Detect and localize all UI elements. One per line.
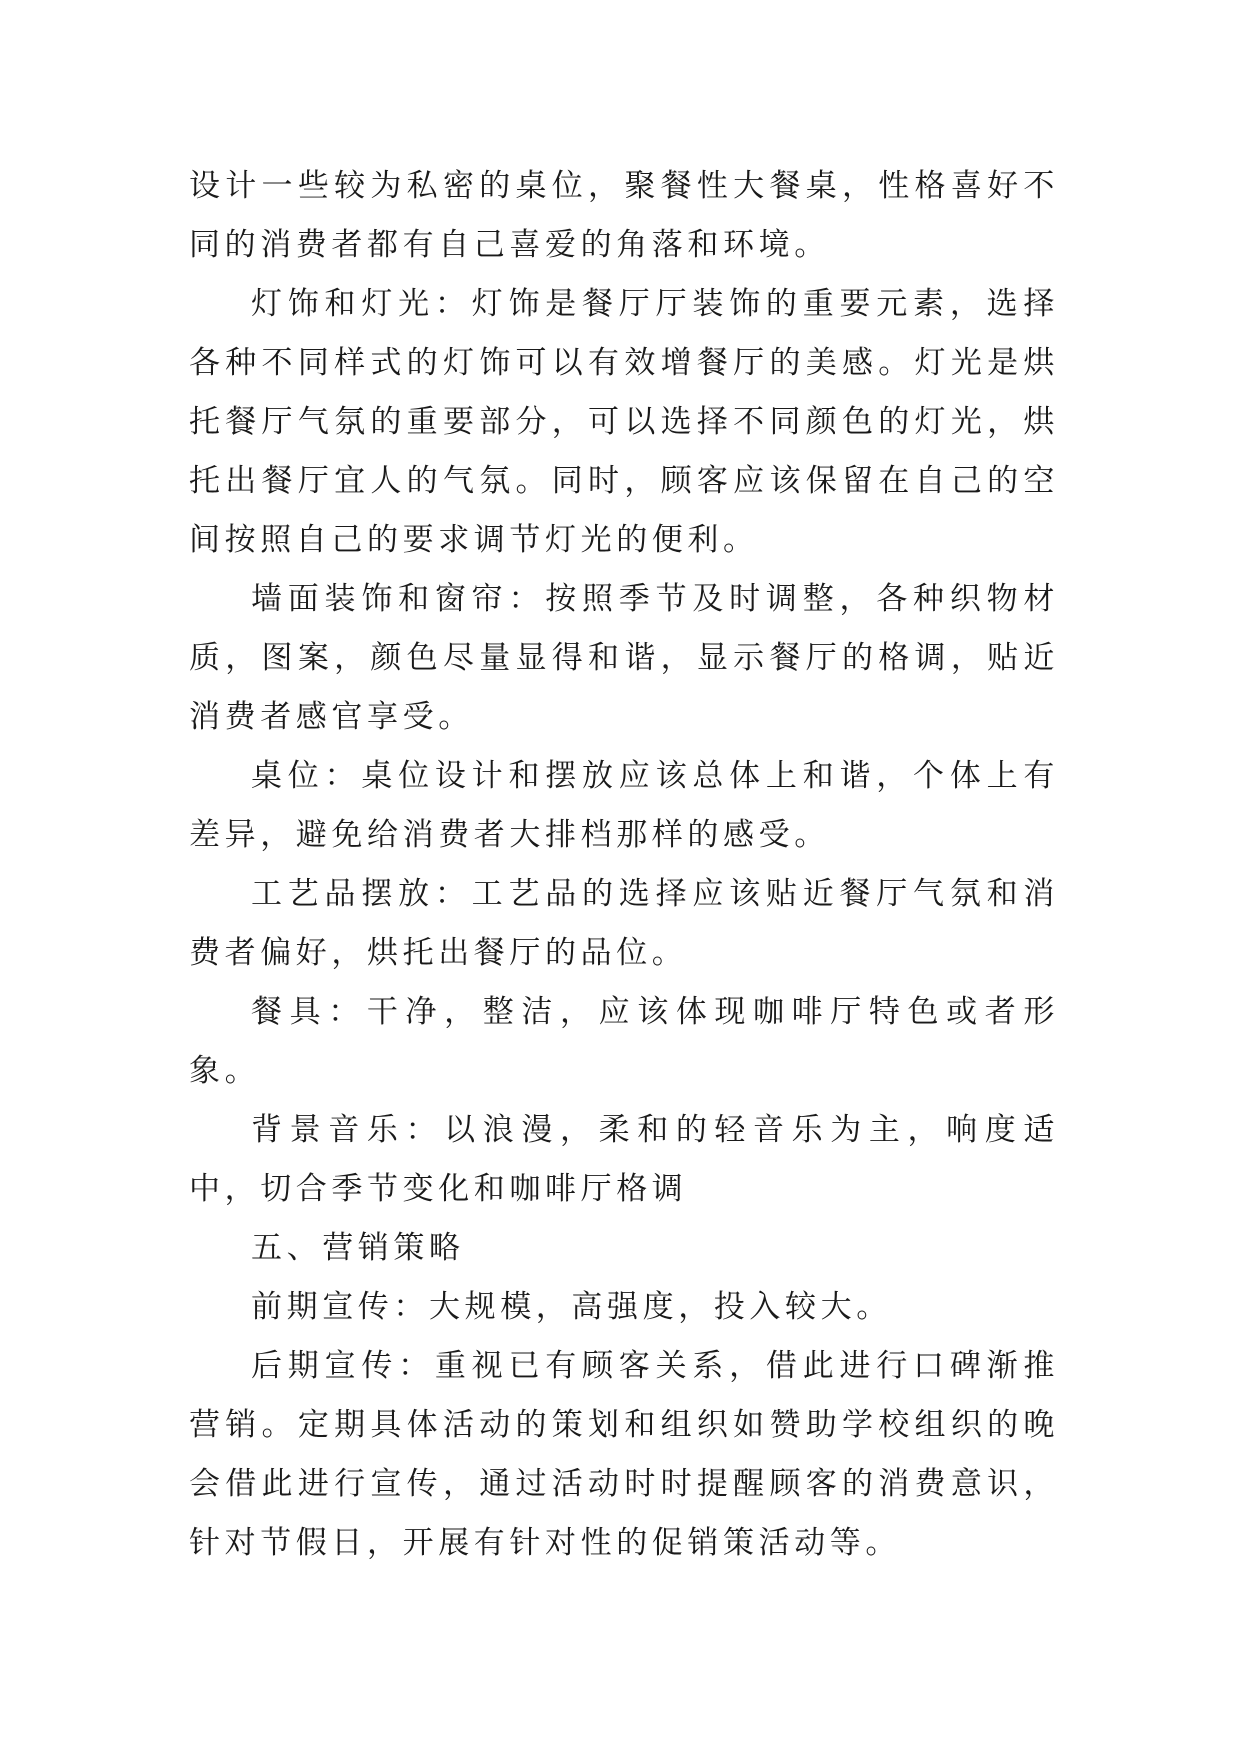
section-heading-marketing: 五、营销策略 xyxy=(251,1230,465,1266)
paragraph-seating-intro: 设计一些较为私密的桌位，聚餐性大餐桌，性格喜好不同的消费者都有自己喜爱的角落和环境。 xyxy=(189,168,1059,263)
paragraph-music: 背景音乐：以浪漫，柔和的轻音乐为主，响度适中，切合季节变化和咖啡厅格调 xyxy=(189,1112,1059,1207)
paragraph-early-promotion: 前期宣传：大规模，高强度，投入较大。 xyxy=(251,1289,892,1325)
body-text xyxy=(189,157,1059,1573)
paragraph-tables: 桌位：桌位设计和摆放应该总体上和谐，个体上有差异，避免给消费者大排档那样的感受。 xyxy=(189,758,1059,853)
paragraph-wall-curtains: 墙面装饰和窗帘：按照季节及时调整，各种织物材质，图案，颜色尽量显得和谐，显示餐厅的格调，贴近消费者感官享受。 xyxy=(189,581,1059,735)
paragraph-later-promotion: 后期宣传：重视已有顾客关系，借此进行口碑渐推营销。定期具体活动的策划和组织如赞助学校组织的晚会借此进行宣传，通过活动时时提醒顾客的消费意识，针对节假日，开展有针对性的促销策活动等。 xyxy=(189,1348,1059,1561)
paragraph-tableware: 餐具：干净，整洁，应该体现咖啡厅特色或者形象。 xyxy=(189,994,1059,1089)
paragraph-lighting: 灯饰和灯光：灯饰是餐厅厅装饰的重要元素，选择各种不同样式的灯饰可以有效增餐厅的美感。灯光是烘托餐厅气氛的重要部分，可以选择不同颜色的灯光，烘托出餐厅宜人的气氛。同时，顾客应该保留在自己的空间按照自己的要求调节灯光的便利。 xyxy=(189,286,1059,558)
paragraph-crafts: 工艺品摆放：工艺品的选择应该贴近餐厅气氛和消费者偏好，烘托出餐厅的品位。 xyxy=(189,876,1059,971)
